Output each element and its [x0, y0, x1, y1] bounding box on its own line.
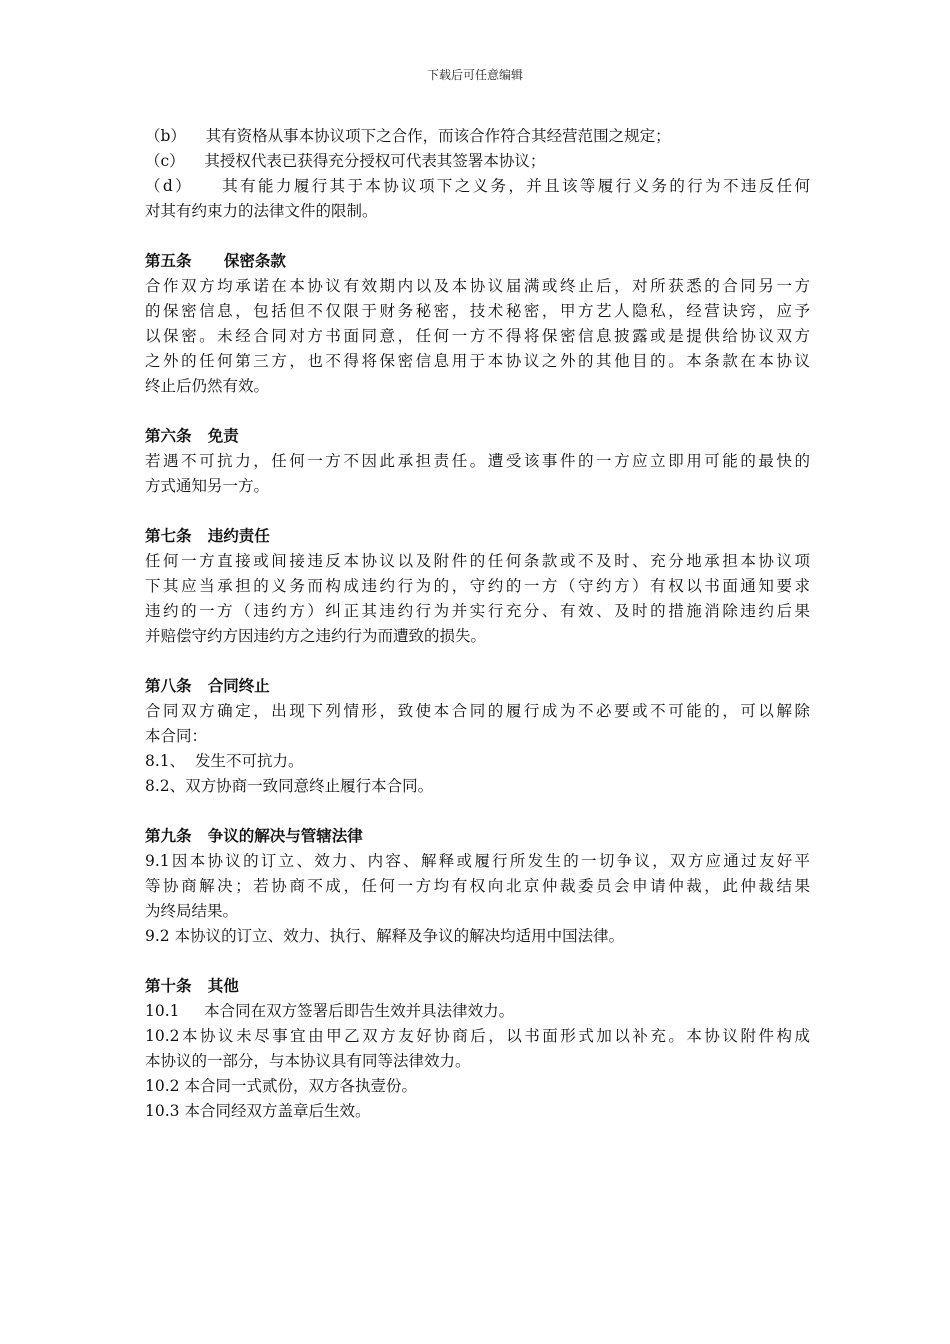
article5-line: 以保密。未经合同对方书面同意，任何一方不得将保密信息披露或是提供给协议双方: [145, 327, 810, 345]
clause4-item-c: （c） 其授权代表已获得充分授权可代表其签署本协议；: [145, 152, 546, 170]
article6-line: 若遇不可抗力，任何一方不因此承担责任。遭受该事件的一方应立即用可能的最快的: [145, 452, 810, 470]
paragraph-gap: [145, 649, 810, 674]
article8-item: 8.1、 发生不可抗力。: [145, 752, 304, 770]
article8-item: 8.2、双方协商一致同意终止履行本合同。: [145, 777, 434, 795]
article7-line: 违约的一方（违约方）纠正其违约行为并实行充分、有效、及时的措施消除违约后果: [145, 602, 810, 620]
article9-line: 等协商解决；若协商不成，任何一方均有权向北京仲裁委员会申请仲裁，此仲裁结果: [145, 877, 810, 895]
article6-line: 方式通知另一方。: [145, 477, 270, 495]
article8-title: 第八条 合同终止: [145, 677, 270, 695]
paragraph-gap: [145, 499, 810, 524]
article9-line: 9.1因本协议的订立、效力、内容、解释或履行所发生的一切争议，双方应通过友好平: [145, 852, 810, 870]
article8-line: 本合同：: [145, 727, 208, 745]
paragraph-gap: [145, 949, 810, 974]
article10-line: 10.1 本合同在双方签署后即告生效并具法律效力。: [145, 1002, 515, 1020]
clause4-item-d-line1: （d） 其有能力履行其于本协议项下之义务，并且该等履行义务的行为不违反任何: [145, 177, 810, 195]
article10-line: 10.2本协议未尽事宜由甲乙双方友好协商后，以书面形式加以补充。本协议附件构成: [145, 1027, 810, 1045]
article7-line: 并赔偿守约方因违约方之违约行为而遭致的损失。: [145, 627, 487, 645]
document-body: [145, 124, 810, 1124]
paragraph-gap: [145, 224, 810, 249]
article9-line: 9.2 本协议的订立、效力、执行、解释及争议的解决均适用中国法律。: [145, 927, 625, 945]
article7-line: 下其应当承担的义务而构成违约行为的，守约的一方（守约方）有权以书面通知要求: [145, 577, 810, 595]
clause4-item-d-line2: 对其有约束力的法律文件的限制。: [145, 202, 378, 220]
article10-line: 10.2 本合同一式贰份，双方各执壹份。: [145, 1077, 417, 1095]
article7-title: 第七条 违约责任: [145, 527, 270, 545]
article10-title: 第十条 其他: [145, 977, 239, 995]
article9-line: 为终局结果。: [145, 902, 239, 920]
article9-title: 第九条 争议的解决与管辖法律: [145, 827, 363, 845]
paragraph-gap: [145, 399, 810, 424]
article5-line: 终止后仍然有效。: [145, 377, 270, 395]
article8-line: 合同双方确定，出现下列情形，致使本合同的履行成为不必要或不可能的，可以解除: [145, 702, 810, 720]
article5-line: 合作双方均承诺在本协议有效期内以及本协议届满或终止后，对所获悉的合同另一方: [145, 277, 810, 295]
article10-line: 本协议的一部分，与本协议具有同等法律效力。: [145, 1052, 471, 1070]
article5-title: 第五条 保密条款: [145, 252, 286, 270]
article7-line: 任何一方直接或间接违反本协议以及附件的任何条款或不及时、充分地承担本协议项: [145, 552, 810, 570]
article10-line: 10.3 本合同经双方盖章后生效。: [145, 1102, 371, 1120]
clause4-item-b: （b） 其有资格从事本协议项下之合作，而该合作符合其经营范围之规定；: [145, 127, 671, 145]
paragraph-gap: [145, 799, 810, 824]
article5-line: 之外的任何第三方，也不得将保密信息用于本协议之外的其他目的。本条款在本协议: [145, 352, 810, 370]
page-header: 下载后可任意编辑: [426, 68, 523, 82]
article6-title: 第六条 免责: [145, 427, 239, 445]
article5-line: 的保密信息，包括但不仅限于财务秘密，技术秘密，甲方艺人隐私，经营诀窍，应予: [145, 302, 810, 320]
